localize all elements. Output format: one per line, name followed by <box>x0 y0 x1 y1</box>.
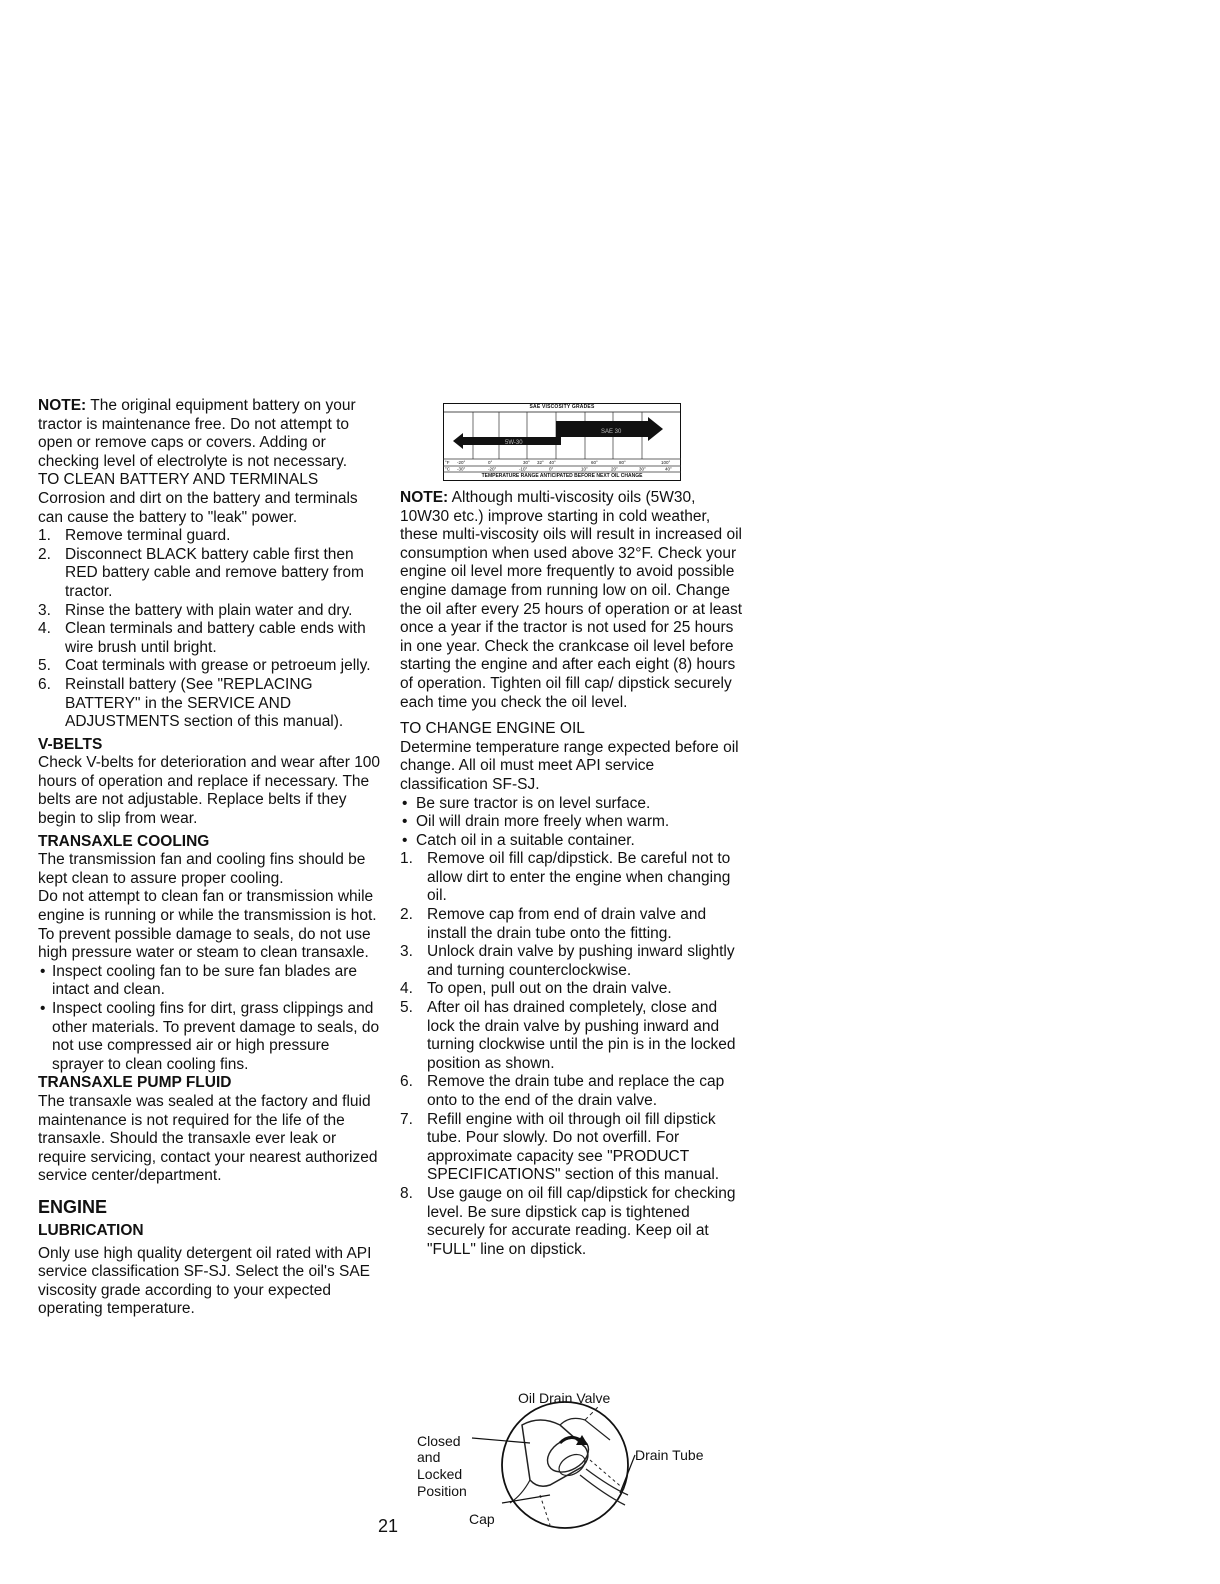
label-drain-tube: Drain Tube <box>635 1447 704 1463</box>
transaxle-cooling-text-1: The transmission fan and cooling fins should be kept clean to assure proper cooling. <box>38 851 366 887</box>
step-text: Remove terminal guard. <box>65 527 231 545</box>
f-tick: 0° <box>488 460 493 465</box>
transaxle-pump-heading: TRANSAXLE PUMP FLUID <box>38 1074 232 1092</box>
change-oil-intro: Determine temperature range expected before oil change. All oil must meet API service classification SF-SJ. <box>400 738 739 793</box>
bar-5w30-label: 5W-30 <box>505 440 523 446</box>
step-number: 1. <box>38 527 51 545</box>
clean-battery-intro: Corrosion and dirt on the battery and terminals can cause the battery to "leak" power. <box>38 489 358 526</box>
step-number: 1. <box>400 850 413 868</box>
chart-title: SAE VISCOSITY GRADES <box>529 404 595 410</box>
f-tick: -20° <box>457 460 466 465</box>
transaxle-cooling-text-2: Do not attempt to clean fan or transmission while engine is running or while the transmission is hot. To prevent possible damage to seals, do not use high pressure water or steam to clean transaxle. <box>38 888 377 962</box>
step-text: Use gauge on oil fill cap/dipstick for checking level. Be sure dipstick cap is tightened securely for accurate reading. Keep oil at "FULL" line on dipstick. <box>427 1184 736 1258</box>
f-tick: 32° <box>537 460 544 465</box>
left-column <box>38 397 383 1319</box>
label-position: Position <box>417 1483 467 1499</box>
step-number: 2. <box>400 906 413 924</box>
step-number: 7. <box>400 1110 413 1128</box>
step-number: 6. <box>400 1073 413 1091</box>
step-number: 6. <box>38 675 51 693</box>
transaxle-pump-text: The transaxle was sealed at the factory and fluid maintenance is not required for the life of the transaxle. Should the transaxle ever leak or require servicing, contact your nearest authorized service center/department. <box>38 1092 378 1185</box>
vbelts-text: Check V-belts for deterioration and wear after 100 hours of operation and replace if necessary. The belts are not adjustable. Replace belts if they begin to slip from wear. <box>38 754 381 828</box>
step-text: Clean terminals and battery cable ends with wire brush until bright. <box>65 620 366 656</box>
label-locked: Locked <box>417 1466 463 1482</box>
c-tick: 20° <box>611 466 618 472</box>
note-label: NOTE: <box>400 489 449 506</box>
step-text: Coat terminals with grease or petroeum jelly. <box>65 657 371 675</box>
step-text: Refill engine with oil through oil fill dipstick tube. Pour slowly. Do not overfill. For approximate capacity see "PRODUCT SPECIFICATIONS" section of this manual. <box>427 1110 720 1184</box>
bullet-item: • Inspect cooling fan to be sure fan blades are intact and clean. <box>38 963 383 1000</box>
vbelts-heading: V-BELTS <box>38 735 103 753</box>
step-number: 4. <box>38 620 51 638</box>
list-item <box>400 850 745 906</box>
change-oil-heading: TO CHANGE ENGINE OIL <box>400 720 585 738</box>
step-text: Remove cap from end of drain valve and install the drain tube onto the fitting. <box>427 906 707 942</box>
list-item <box>38 546 383 602</box>
step-number: 3. <box>400 943 413 961</box>
viscosity-chart-graphic <box>443 403 681 481</box>
right-column <box>400 489 745 1259</box>
f-tick: 30° <box>523 460 530 465</box>
label-cap: Cap <box>469 1511 495 1527</box>
step-number: 5. <box>400 999 413 1017</box>
page-number: 21 <box>378 1516 399 1536</box>
f-tick: 40° <box>549 460 556 465</box>
step-text: To open, pull out on the drain valve. <box>427 980 672 998</box>
transaxle-cooling-bullets <box>38 963 383 1075</box>
step-text: Reinstall battery (See "REPLACING BATTERY" in the SERVICE AND ADJUSTMENTS section of this manual). <box>65 675 344 731</box>
list-item <box>400 943 745 980</box>
step-text: Remove the drain tube and replace the cap onto to the end of the drain valve. <box>427 1073 725 1109</box>
list-item <box>38 602 383 621</box>
step-text: Unlock drain valve by pushing inward slightly and turning counterclockwise. <box>427 943 735 979</box>
chart-footer: TEMPERATURE RANGE ANTICIPATED BEFORE NEXT OIL CHANGE <box>481 473 643 479</box>
step-number: 4. <box>400 980 413 998</box>
bar-sae30-label: SAE 30 <box>601 429 622 435</box>
f-unit: °F <box>445 460 450 465</box>
note-label: NOTE: <box>38 397 87 414</box>
list-item <box>400 1185 745 1259</box>
label-and: and <box>417 1449 441 1465</box>
c-tick: 0° <box>549 466 554 472</box>
step-text: Rinse the battery with plain water and dry. <box>65 601 353 619</box>
list-item <box>38 620 383 657</box>
note-text: Although multi-viscosity oils (5W30, 10W30 etc.) improve starting in cold weather, these multi-viscosity oils will result in increased oil consumption when used above 32°F. Check your engine oil level more frequently to avoid possible engine damage from running low on oil. Change the oil after every 25 hours of operation or at least once a year if the tractor is not used for 25 hours in one year. Check the crankcase oil level before starting the engine and after each eight (8) hours of operation. Tighten oil fill cap/ dipstick securely each time you check the oil level. <box>400 489 743 711</box>
lubrication-heading: LUBRICATION <box>38 1221 144 1239</box>
battery-note <box>38 397 383 471</box>
list-item <box>400 906 745 943</box>
list-item <box>38 676 383 732</box>
list-item <box>400 1073 745 1110</box>
oil-drain-valve-figure <box>410 1385 740 1535</box>
c-tick: 30° <box>639 466 646 472</box>
step-text: After oil has drained completely, close and lock the drain valve by pushing inward and turning clockwise until the pin is in the locked position as shown. <box>427 999 736 1072</box>
clean-battery-heading: TO CLEAN BATTERY AND TERMINALS <box>38 471 319 489</box>
oil-note <box>400 489 745 712</box>
note-text: The original equipment battery on your tractor is maintenance free. Do not attempt to open or remove caps or covers. Adding or checking level of electrolyte is not necessary. <box>38 397 356 470</box>
list-item <box>400 980 745 999</box>
figure-title: Oil Drain Valve <box>518 1390 611 1406</box>
step-number: 3. <box>38 601 51 619</box>
bullet-item: • Be sure tractor is on level surface. <box>400 795 745 814</box>
c-unit: °C <box>445 466 451 472</box>
bullet-item: • Oil will drain more freely when warm. <box>400 813 745 832</box>
c-tick: -20° <box>488 466 497 472</box>
step-number: 5. <box>38 657 51 675</box>
label-closed: Closed <box>417 1433 461 1449</box>
bullet-item: • Inspect cooling fins for dirt, grass clippings and other materials. To prevent damage to seals, do not use compressed air or high pressure sprayer to clean cooling fins. <box>38 1000 383 1074</box>
step-text: Remove oil fill cap/dipstick. Be careful not to allow dirt to enter the engine when changing oil. <box>427 850 731 905</box>
step-text: Disconnect BLACK battery cable first then RED battery cable and remove battery from tractor. <box>65 545 364 600</box>
c-tick: 40° <box>665 466 672 472</box>
change-oil-steps <box>400 850 745 1259</box>
engine-heading: ENGINE <box>38 1196 108 1217</box>
list-item <box>38 527 383 546</box>
transaxle-cooling-heading: TRANSAXLE COOLING <box>38 832 210 850</box>
clean-battery-steps <box>38 527 383 732</box>
step-number: 8. <box>400 1184 413 1202</box>
c-tick: 10° <box>581 466 588 472</box>
f-tick: 80° <box>619 460 626 465</box>
step-number: 2. <box>38 545 51 563</box>
c-tick: -10° <box>519 466 528 472</box>
change-oil-bullets <box>400 795 745 851</box>
bullet-item: • Catch oil in a suitable container. <box>400 832 745 851</box>
list-item <box>400 999 745 1073</box>
c-tick: -30° <box>457 466 466 472</box>
list-item <box>400 1111 745 1185</box>
f-tick: 60° <box>591 460 598 465</box>
sae-viscosity-chart <box>443 403 681 481</box>
f-tick: 100° <box>661 460 671 465</box>
list-item <box>38 657 383 676</box>
lubrication-text: Only use high quality detergent oil rated with API service classification SF-SJ. Select the oil's SAE viscosity grade according to your expected operating temperature. <box>38 1244 372 1318</box>
